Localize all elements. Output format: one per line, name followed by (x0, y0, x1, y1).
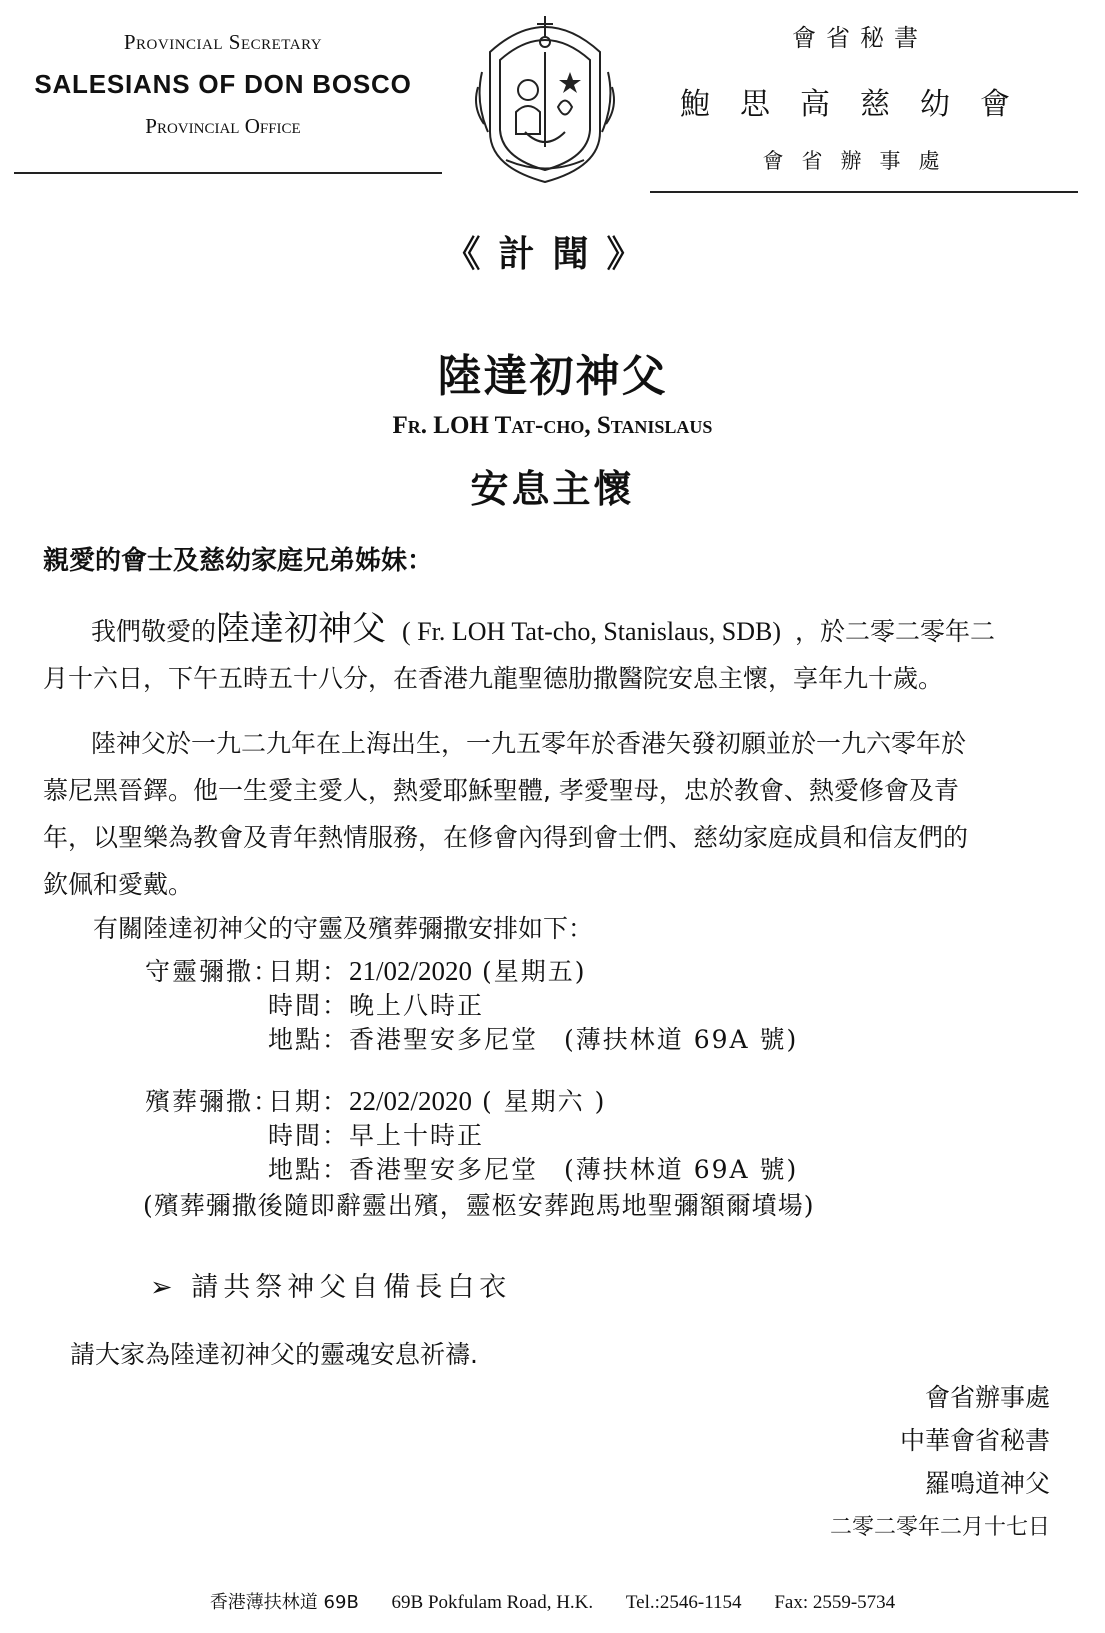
provincial-office-label: Provincial Office (145, 114, 301, 138)
para2-line3: 年，以聖樂為教會及青年熱情服務，在修會內得到會士們、慈幼家庭成員和信友們的 (43, 823, 969, 852)
obituary-title: 《計聞》 (444, 234, 661, 275)
prayer-request: 請大家為陸達初神父的靈魂安息祈禱. (70, 1340, 478, 1369)
funeral-mass-label: 殯葬彌撒： (145, 1087, 281, 1116)
vigil-time: 晚上八時正 (349, 991, 485, 1020)
para1-lead: 我們敬愛的 (91, 617, 217, 646)
signature-name: 羅鳴道神父 (924, 1469, 1050, 1498)
arrangements-intro: 有關陸達初神父的守靈及殯葬彌撒安排如下： (93, 914, 594, 943)
funeral-date-label: 日期： (268, 1087, 350, 1116)
concelebrant-note (150, 1265, 511, 1304)
provincial-office-zh: 會省辦事處 (762, 149, 958, 173)
letterhead-left (18, 30, 428, 139)
paragraph-biography (43, 720, 1073, 908)
funeral-date: 22/02/2020 (349, 1086, 473, 1116)
funeral-time-row (268, 1116, 484, 1152)
funeral-burial-note: (殯葬彌撒後隨即辭靈出殯，靈柩安葬跑馬地聖彌額爾墳場) (143, 1191, 815, 1220)
vigil-time-row (268, 986, 484, 1022)
vigil-mass-label: 守靈彌撒： (145, 957, 281, 986)
funeral-time-label: 時間： (268, 1121, 350, 1150)
funeral-place-label: 地點： (268, 1155, 350, 1184)
rest-in-lord: 安息主懷 (470, 467, 635, 511)
funeral-place: 香港聖安多尼堂 (349, 1155, 539, 1184)
footer-contact (0, 1588, 1105, 1614)
footer-address-zh: 香港薄扶林道 69B (209, 1592, 359, 1613)
vigil-place-label: 地點： (268, 1025, 350, 1054)
signature-date: 二零二零年二月十七日 (829, 1515, 1050, 1540)
footer-fax: Fax: 2559-5734 (774, 1592, 896, 1613)
header-rule-right (650, 191, 1078, 193)
signature-office: 會省辦事處 (924, 1383, 1050, 1412)
header-rule-left (14, 172, 442, 174)
signature-title: 中華會省秘書 (899, 1426, 1050, 1455)
paragraph-death-notice (43, 606, 1073, 702)
vigil-address: (薄扶林道 69A 號) (564, 1025, 799, 1054)
vigil-time-label: 時間： (268, 991, 350, 1020)
provincial-secretary-zh: 會省秘書 (792, 24, 928, 52)
provincial-secretary-label: Provincial Secretary (123, 30, 323, 54)
arrow-bullet-icon: ➢ (150, 1272, 178, 1303)
para2-line1: 陸神父於一九二九年在上海出生，一九五零年於香港矢發初願並於一九六零年於 (91, 729, 967, 758)
para2-line4: 欽佩和愛戴。 (43, 870, 194, 899)
funeral-place-row (268, 1150, 798, 1186)
deceased-name-en: Fr. LOH Tat-cho, Stanislaus (392, 412, 713, 439)
footer-address-en: 69B Pokfulam Road, H.K. (391, 1592, 594, 1613)
vigil-date-row (268, 952, 587, 988)
greeting: 親愛的會士及慈幼家庭兄弟姊妹： (43, 546, 434, 576)
para1-name: 陸達初神父 (216, 609, 387, 649)
vigil-place: 香港聖安多尼堂 (349, 1025, 539, 1054)
vigil-day: (星期五) (481, 957, 587, 986)
organization-name-zh: 鮑思高慈幼會 (680, 87, 1040, 122)
para2-line2: 慕尼黑晉鐸。他一生愛主愛人，熱愛耶穌聖體, 孝愛聖母，忠於教會、熱愛修會及青 (43, 776, 959, 805)
para1-name-en: ( Fr. LOH Tat-cho, Stanislaus, SDB) (402, 617, 782, 646)
letterhead-right (650, 18, 1070, 175)
vigil-date-label: 日期： (268, 957, 350, 986)
para1-line1-rest: ，於二零二零年二 (795, 617, 996, 646)
salesian-seal-logo (470, 12, 620, 192)
para1-line2: 月十六日，下午五時五十八分，在香港九龍聖德肋撒醫院安息主懷，享年九十歲。 (43, 664, 944, 693)
vigil-date: 21/02/2020 (349, 956, 473, 986)
funeral-time: 早上十時正 (349, 1121, 485, 1150)
funeral-date-row (268, 1082, 606, 1118)
concelebrant-note-text: 請共祭神父自備長白衣 (191, 1272, 512, 1303)
funeral-day: ( 星期六 ) (481, 1087, 607, 1116)
para1-line1 (43, 606, 1073, 655)
funeral-address: (薄扶林道 69A 號) (564, 1155, 799, 1184)
deceased-name-zh: 陸達初神父 (437, 351, 668, 402)
organization-name-en: SALESIANS OF DON BOSCO (34, 69, 412, 99)
footer-tel: Tel.:2546-1154 (625, 1592, 742, 1613)
vigil-place-row (268, 1020, 798, 1056)
